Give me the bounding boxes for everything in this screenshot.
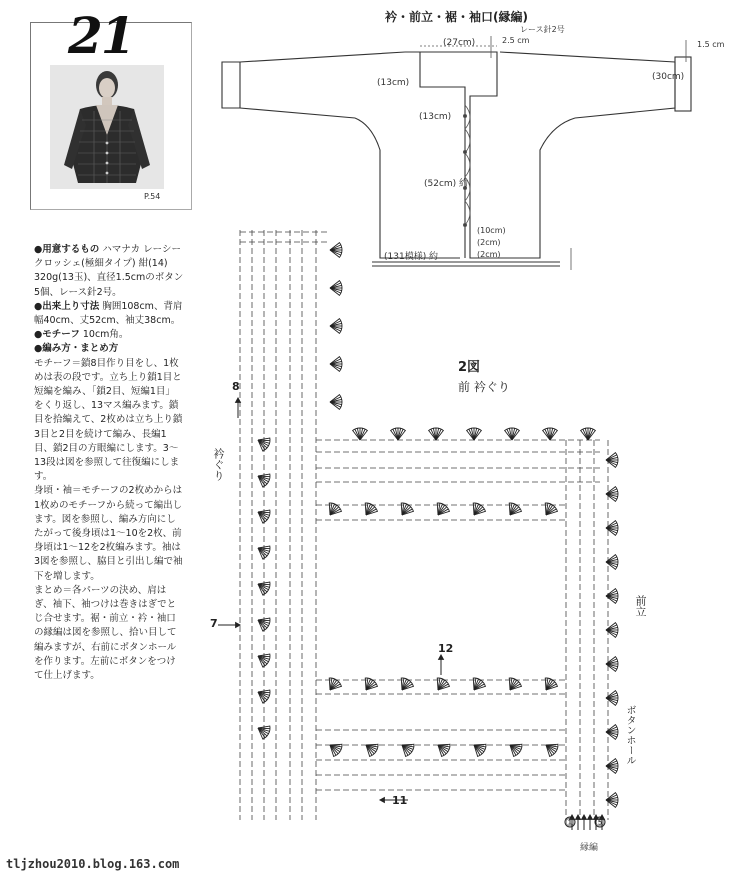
neck-label: 衿ぐり [212,448,225,481]
edge-fan [330,242,342,257]
start-arrow-head [576,815,581,819]
inner-fan [438,744,450,757]
row-7-label: 7 [210,617,218,630]
method-paragraph-1: モチーフ＝鎖8目作り目をし、1枚めは表の段です。立ち上り鎖1目と短編を編み、「鎖2目、短編1目」をくり返し、13マス編みます。鎖目を拾編えて、2枚めは立ち上り鎖3目と2目を続けて編み、長編1目、鎖2目の方眼編にします。3〜13段は図を参照して往復編にします。 [34,357,183,483]
schematic-title: 衿・前立・裾・袖口(縁編) [385,10,528,24]
inner-fan [402,744,414,757]
edge-fan [580,428,595,440]
size-heading: ●出来上り寸法 [34,300,100,312]
small-a-label: (10cm) [477,226,506,235]
photo-page-ref: P.54 [144,192,161,201]
edge-fan [390,428,405,440]
edge-fan [606,588,618,603]
cuff-turn-label: 1.5 cm [697,40,725,49]
start-a-label: ① [565,816,575,829]
method-paragraph-3: まとめ＝各パーツの決め、肩はぎ、袖下、袖つけは巻きはぎでとじ合せます。裾・前立・衿・袖口の縁編は図を参照し、拾い目して編みますが、右前にボタンホールを作ります。左前にボタンをつけて仕上げます。 [34,584,177,682]
inner-fan [330,744,342,757]
edge-fan [466,428,481,440]
watermark: tljzhou2010.blog.163.com [6,857,180,871]
band-width-label: 2.5 cm [502,36,530,45]
method-paragraph-2: 身頃・袖＝モチーフの2枚めからは1枚めのモチーフから続って編出します。図を参照し、編み方向にしたがって後身頃は1〜10を2枚、前身頃は1〜12を2枚編みます。袖は3図を参照し、脇目と引出し編で袖下を増します。 [34,485,183,582]
size-text: 胸囲108cm、背肩幅40cm、丈52cm、袖丈38cm。 [34,300,183,327]
start-arrow-head [588,815,593,819]
edge-fan [330,280,342,295]
edge-fan [428,428,443,440]
figure-subtitle: 前 衿ぐり [458,380,510,394]
row-11-arrow-head [380,798,384,803]
small-b-label: (2cm) [477,238,501,247]
motif-text: 10cm角。 [82,329,129,341]
start-arrow-head [582,815,587,819]
edge-fan [352,428,367,440]
materials-text: ハマナカ レーシークロッシェ(極細タイプ) 紺(14) 320g(13玉)、直径1.5cmのボタン5個、レース針2号。 [34,244,184,298]
edge-fan [504,428,519,440]
bottom-note: 縁編 [580,843,599,853]
neck-width-label: (27cm) [443,38,476,48]
row-7-arrow-head [236,623,240,628]
inner-fan [510,744,522,757]
small-c-label: (2cm) [477,250,501,259]
hem-label: (131模様) 約 [384,252,439,262]
front-drop-label: (13cm) [419,112,452,122]
lace-note: レース針2号 [520,25,565,34]
motif-heading: ●モチーフ [34,329,80,341]
edge-fan [330,394,342,409]
materials-heading: ●用意するもの [34,244,100,255]
row-8-arrow-head [236,398,241,402]
edge-fan [330,318,342,333]
start-b-label: ⑤ [595,816,605,829]
row-12-label: 12 [438,642,454,655]
neck-depth-label: (13cm) [377,78,410,88]
row-12-arrow-head [439,655,444,659]
inner-fan [474,744,486,757]
edge-fan [542,428,557,440]
row-8-label: 8 [232,380,240,393]
row-11-label: 11 [392,794,408,807]
inner-fan [366,744,378,757]
cuff-label: (30cm) [652,72,685,82]
buttonhole-label: ボタンホール [624,705,635,765]
method-heading: ●編み方・まとめ方 [34,343,119,355]
inner-fan [546,744,558,757]
pattern-number: 21 [68,6,134,65]
front-length-label: (52cm) 約 [424,179,469,189]
figure-title: 2図 [458,360,481,375]
front-band-label: 前立 [634,595,647,617]
edge-fan [330,356,342,371]
